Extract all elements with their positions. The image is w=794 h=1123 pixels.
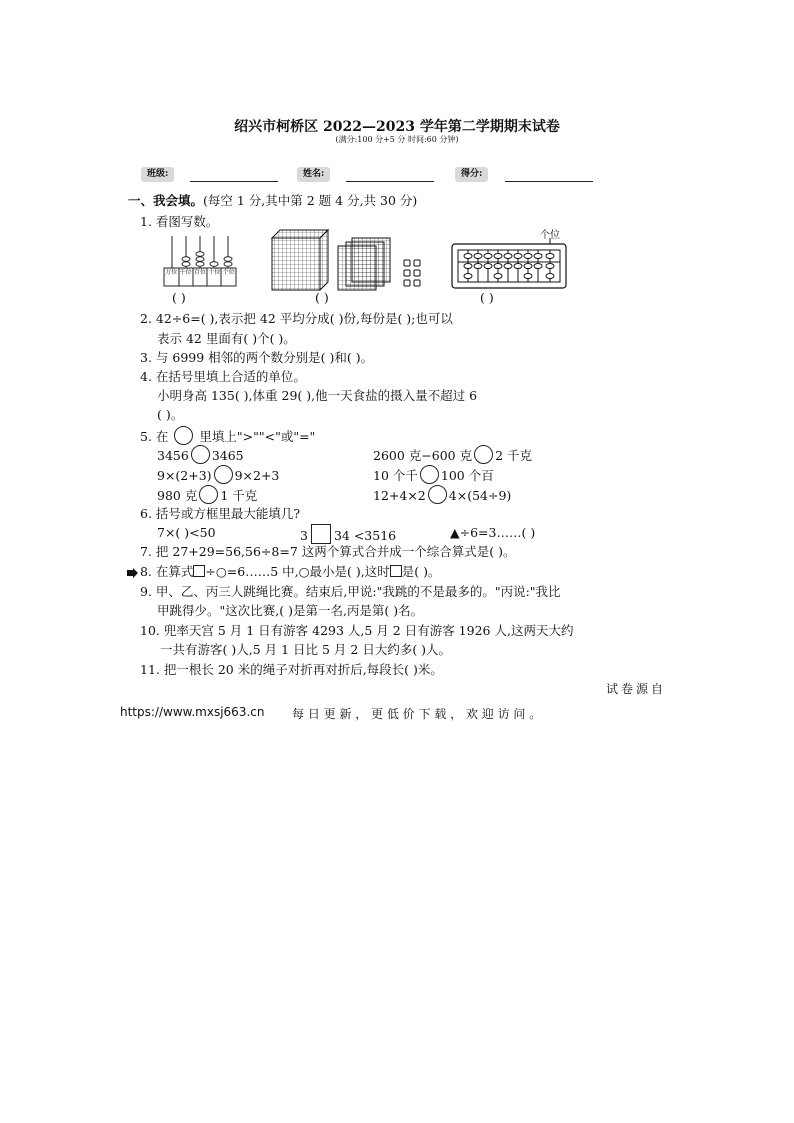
q5-intro-after: 里填上">""<"或"=" (199, 429, 316, 444)
page-subtitle: (满分:100 分+5 分 时间:60 分钟) (335, 135, 459, 144)
q5-expr: 3465 (211, 448, 244, 463)
compare-circle[interactable] (428, 485, 447, 504)
class-field[interactable] (190, 181, 278, 182)
q5-expr: 4×(54÷9) (448, 488, 512, 503)
counter-label: 个位 (540, 230, 560, 241)
question-9-line2: 甲跳得少。"这次比赛,( )是第一名,丙是第( )名。 (157, 603, 424, 618)
question-10-line2: 一共有游客( )人,5 月 1 日比 5 月 2 日大约多( )人。 (160, 642, 452, 657)
q6-part-b (300, 524, 396, 545)
name-field[interactable] (346, 181, 434, 182)
compare-circle[interactable] (191, 445, 210, 464)
answer-box[interactable] (311, 524, 331, 544)
page-title: 绍兴市柯桥区 2022—2023 学年第二学期期末试卷 (234, 119, 560, 135)
q5-expr: 1 千克 (220, 488, 258, 503)
abacus-label-qian: 千位 (179, 269, 192, 276)
pointer-arrow-icon (127, 568, 138, 578)
q1-answer-1[interactable]: ( ) (172, 290, 186, 305)
q6-b-before: 3 (300, 528, 308, 543)
footer-source-label: 试卷源自 (606, 682, 667, 696)
q1-answer-3[interactable]: ( ) (480, 290, 494, 305)
square-icon (390, 565, 402, 577)
class-label: 班级: (141, 167, 174, 182)
question-2-line2: 表示 42 里面有( )个( )。 (157, 331, 296, 346)
compare-circle[interactable] (474, 445, 493, 464)
section-heading (128, 192, 417, 210)
q5-expr: 12+4×2 (373, 488, 426, 503)
q6-part-c: ▲÷6=3……( ) (450, 525, 536, 540)
compare-circle[interactable] (199, 485, 218, 504)
name-label: 姓名: (297, 167, 330, 182)
cube-blocks-figure (262, 228, 428, 292)
question-1: 1. 看图写数。 (140, 214, 219, 229)
question-10-line1: 10. 兜率天宫 5 月 1 日有游客 4293 人,5 月 2 日有游客 1926 人,这两天大约 (140, 623, 574, 638)
question-4-line2: 小明身高 135( ),体重 29( ),他一天食盐的摄入量不超过 6 (157, 388, 478, 403)
q1-answer-2[interactable]: ( ) (315, 290, 329, 305)
section-note: (每空 1 分,其中第 2 题 4 分,共 30 分) (203, 193, 418, 208)
compare-circle[interactable] (420, 465, 439, 484)
abacus-label-shi: 十位 (208, 269, 221, 276)
square-icon (193, 565, 205, 577)
q5-expr: 980 克 (157, 488, 198, 503)
question-4-line1: 4. 在括号里填上合适的单位。 (140, 369, 306, 384)
q5-intro-before: 5. 在 (140, 429, 169, 444)
q5-expr: 3456 (157, 448, 189, 463)
abacus-label-bai: 百位 (193, 269, 206, 276)
q5-row-1-right (373, 445, 532, 465)
question-11: 11. 把一根长 20 米的绳子对折再对折后,每段长( )米。 (140, 662, 443, 677)
q5-row-3-right (373, 485, 511, 505)
section-title: 一、我会填。 (128, 193, 204, 208)
q8-mid: ÷○=6……5 中,○最小是( ),这时 (205, 564, 390, 579)
q8-start: 8. 在算式 (140, 564, 194, 579)
q5-expr: 9×(2+3) (157, 468, 212, 483)
question-4-line3: ( )。 (157, 407, 184, 422)
q5-expr: 10 个千 (373, 468, 418, 483)
question-7: 7. 把 27+29=56,56÷8=7 这两个算式合并成一个综合算式是( )。 (140, 544, 516, 559)
question-5-intro (140, 426, 315, 446)
question-2-line1: 2. 42÷6=( ),表示把 42 平均分成( )份,每份是( );也可以 (140, 311, 453, 326)
question-8 (140, 563, 440, 581)
q5-expr: 2600 克−600 克 (373, 448, 473, 463)
question-6: 6. 括号或方框里最大能填几? (140, 506, 301, 521)
q5-expr: 2 千克 (495, 448, 533, 463)
q5-expr: 9×2+3 (234, 468, 280, 483)
circle-icon (174, 426, 193, 445)
score-field[interactable] (505, 181, 593, 182)
q5-row-1-left (157, 445, 244, 465)
abacus-label-ge: 个位 (222, 269, 235, 276)
abacus-labels (164, 269, 236, 287)
q8-end: 是( )。 (401, 564, 441, 579)
q5-row-3-left (157, 485, 257, 505)
footer-slogan: 每 日 更 新 ， 更 低 价 下 载 ， 欢 迎 访 问 。 (292, 707, 542, 721)
q5-row-2-left (157, 465, 279, 485)
footer-url[interactable]: https://www.mxsj663.cn (120, 705, 265, 719)
abacus-label-wan: 万位 (165, 269, 178, 276)
q5-row-2-right (373, 465, 494, 485)
counter-figure (450, 238, 570, 290)
compare-circle[interactable] (214, 465, 233, 484)
question-9-line1: 9. 甲、乙、丙三人跳绳比赛。结束后,甲说:"我跳的不是最多的。"丙说:"我比 (140, 584, 561, 599)
q6-b-after: 34 <3516 (333, 528, 397, 543)
q6-part-a: 7×( )<50 (157, 525, 216, 540)
q5-expr: 100 个百 (440, 468, 494, 483)
question-3: 3. 与 6999 相邻的两个数分别是( )和( )。 (140, 350, 374, 365)
score-label: 得分: (455, 167, 488, 182)
